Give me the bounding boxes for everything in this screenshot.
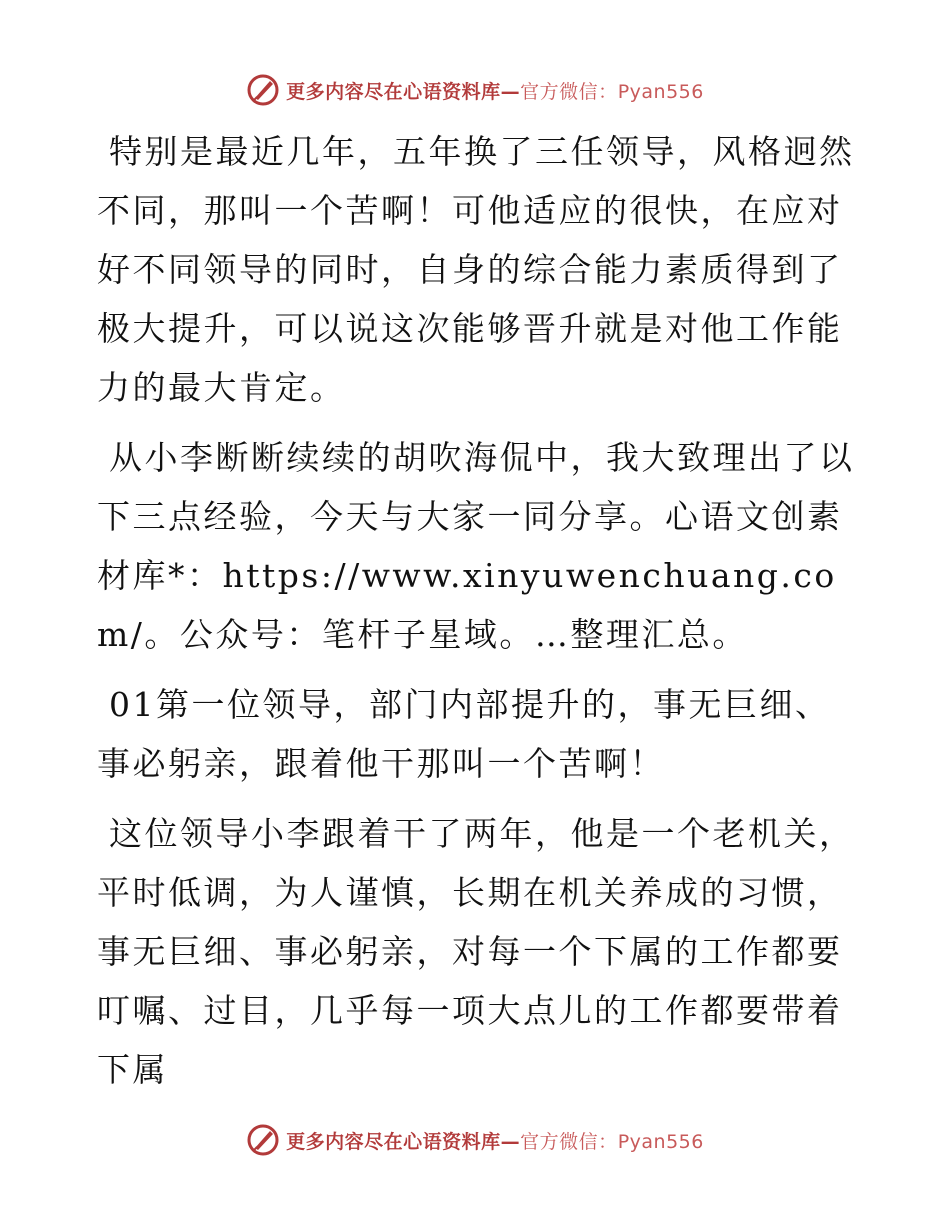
footer-banner-title: 更多内容尽在心语资料库 [286, 1130, 501, 1153]
document-body [97, 122, 857, 1110]
quill-pen-logo-icon [246, 1123, 280, 1157]
paragraph-2: 从小李断断续续的胡吹海侃中，我大致理出了以下三点经验，今天与大家一同分享。心语文创素材库*：https://www.xinyuwenchuang.com/。公众号：笔杆子星域。…整理汇总。 [97, 438, 855, 654]
quill-pen-logo-icon [246, 73, 280, 107]
footer-banner [0, 1120, 950, 1160]
header-banner-text [286, 77, 704, 104]
footer-banner-separator: — [500, 1130, 521, 1153]
paragraph-3: 01第一位领导，部门内部提升的，事无巨细、事必躬亲，跟着他干那叫一个苦啊！ [97, 685, 831, 783]
header-banner-separator: — [500, 80, 521, 103]
header-banner-title: 更多内容尽在心语资料库 [286, 80, 501, 103]
paragraph-4: 这位领导小李跟着干了两年，他是一个老机关，平时低调，为人谨慎，长期在机关养成的习惯，事无巨细、事必躬亲，对每一个下属的工作都要叮嘱、过目，几乎每一项大点儿的工作都要带着下属 [97, 814, 855, 1089]
header-banner [0, 70, 950, 110]
header-banner-wechat-id: Pyan556 [617, 80, 704, 103]
paragraph-1: 特别是最近几年，五年换了三任领导，风格迥然不同，那叫一个苦啊！可他适应的很快，在应对好不同领导的同时，自身的综合能力素质得到了极大提升，可以说这次能够晋升就是对他工作能力的最大肯定。 [97, 132, 855, 407]
header-banner-wechat-label: 官方微信： [520, 80, 618, 103]
footer-banner-text [286, 1127, 704, 1154]
footer-banner-wechat-label: 官方微信： [520, 1130, 618, 1153]
footer-banner-wechat-id: Pyan556 [617, 1130, 704, 1153]
